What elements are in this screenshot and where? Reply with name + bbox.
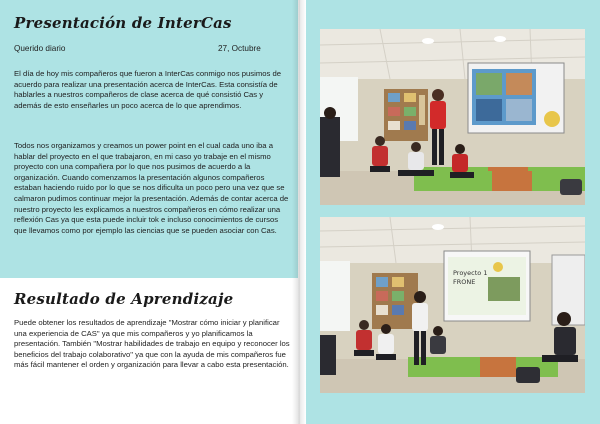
- svg-text:FRONE: FRONE: [453, 278, 476, 286]
- classroom-photo-1: [320, 29, 585, 205]
- paragraph-organization: Todos nos organizamos y creamos un power point en el cual cada uno iba a hablar del proyecto en el que trabajaron, en mi caso yo trabaje en el mismo proyecto con una compañera por lo que nos pusimos de acuerdo a la organización. Cuando comenzamos la presentación algunos compañeros estaban haciendo ruido por lo que se nos dificulta un poco pero una vez que se calmaron pudimos continuar mejor la presentación. Además de contar acerca de nuestro proyecto les explicamos a nuestros compañeros en cómo realizar una reflexión Cas ya que esta puede incluir tok e incluso conocimientos de cursos que llevamos como por ejemplo las ciencias que se pueden asociar con Cas.: [14, 141, 289, 235]
- svg-text:Proyecto 1: Proyecto 1: [453, 269, 488, 277]
- paragraph-intro: El día de hoy mis compañeros que fueron a InterCas conmigo nos pusimos de acuerdo para realizar una presentación acerca de InterCas. Esta consistía de hablarles a nuestros compañeros de clase acerca de qué consistió Cas y además de esto enseñarles un poco acerca de lo que aprendimos.: [14, 69, 282, 110]
- book-gutter: [292, 0, 306, 424]
- section-title-learning-outcome: Resultado de Aprendizaje: [14, 290, 234, 308]
- classroom-photo-icon: [320, 29, 585, 205]
- classroom-photo-icon: [320, 217, 585, 393]
- classroom-photo-2: [320, 217, 585, 393]
- paragraph-learning-outcome: Puede obtener los resultados de aprendizaje "Mostrar cómo iniciar y planificar una experiencia de CAS" ya que mis compañeros y yo planificamos la presentación. También "Mostrar habilidades de trabajo en equipo y reconocer los beneficios del trabajo colaborativo" ya que con la ayuda de mis compañeros fue más fácil mantener el orden y organización para llevar a cabo esta presentación.: [14, 318, 290, 370]
- entry-date: 27, Octubre: [218, 44, 261, 53]
- page-title: Presentación de InterCas: [14, 14, 232, 32]
- greeting: Querido diario: [14, 44, 66, 53]
